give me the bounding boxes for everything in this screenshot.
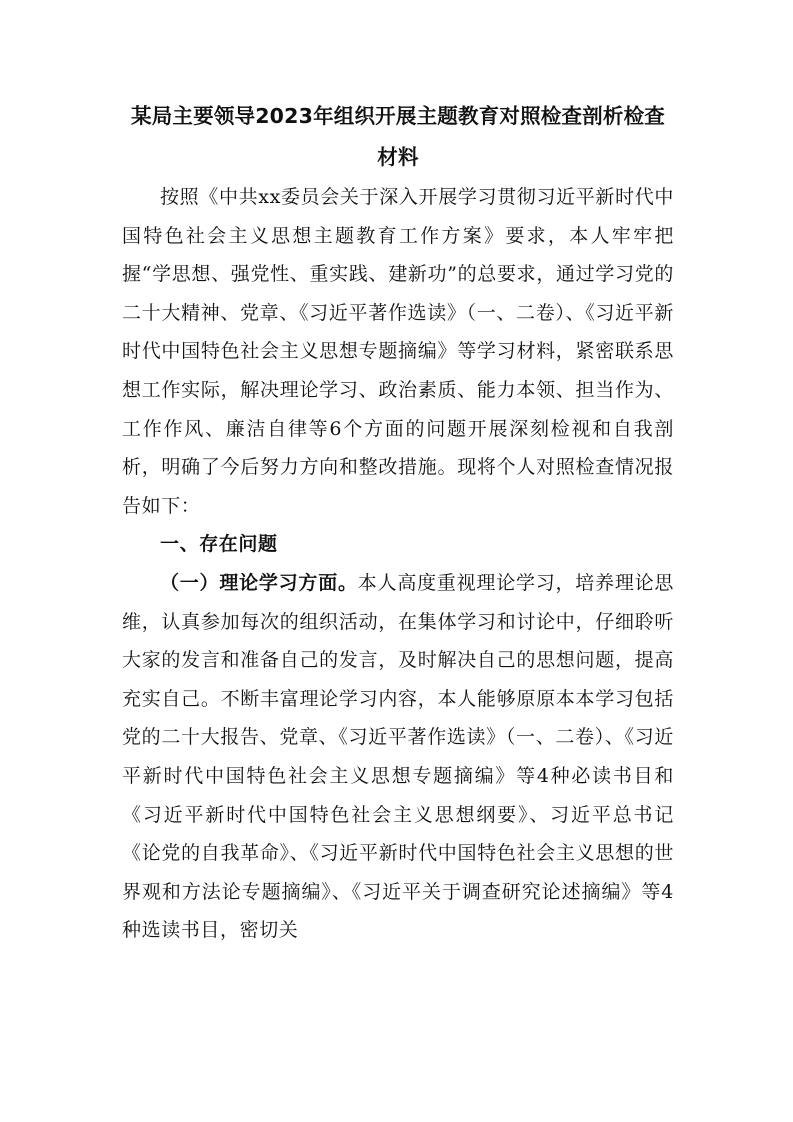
document-body: [122, 96, 674, 950]
subsection-theory-study: [122, 564, 674, 950]
document-title: 某局主要领导2023年组织开展主题教育对照检查剖析检查材料: [131, 104, 665, 169]
subsection-lead: （一）理论学习方面。: [160, 571, 358, 594]
intro-paragraph: 按照《中共xx委员会关于深入开展学习贯彻习近平新时代中国特色社会主义思想主题教育工作方案》要求，本人牢牢把握“学思想、强党性、重实践、建新功”的总要求，通过学习党的二十大精神、党章、《习近平著作选读》（一、二卷）、《习近平新时代中国特色社会主义思想专题摘编》等学习材料，紧密联系思想工作实际，解决理论学习、政治素质、能力本领、担当作为、工作作风、廉洁自律等6个方面的问题开展深刻检视和自我剖析，明确了今后努力方向和整改措施。现将个人对照检查情况报告如下：: [122, 186, 674, 517]
section-heading-problems: 一、存在问题: [160, 533, 278, 556]
subsection-body: 本人高度重视理论学习，培养理论思维，认真参加每次的组织活动，在集体学习和讨论中，仔细聆听大家的发言和准备自己的发言，及时解决自己的思想问题，提高充实自己。不断丰富理论学习内容，本人能够原原本本学习包括党的二十大报告、党章、《习近平著作选读》（一、二卷）、《习近平新时代中国特色社会主义思想专题摘编》等4种必读书目和《习近平新时代中国特色社会主义思想纲要》、习近平总书记《论党的自我革命》、《习近平新时代中国特色社会主义思想的世界观和方法论专题摘编》、《习近平关于调查研究论述摘编》等4种选读书目，密切关: [122, 571, 674, 942]
